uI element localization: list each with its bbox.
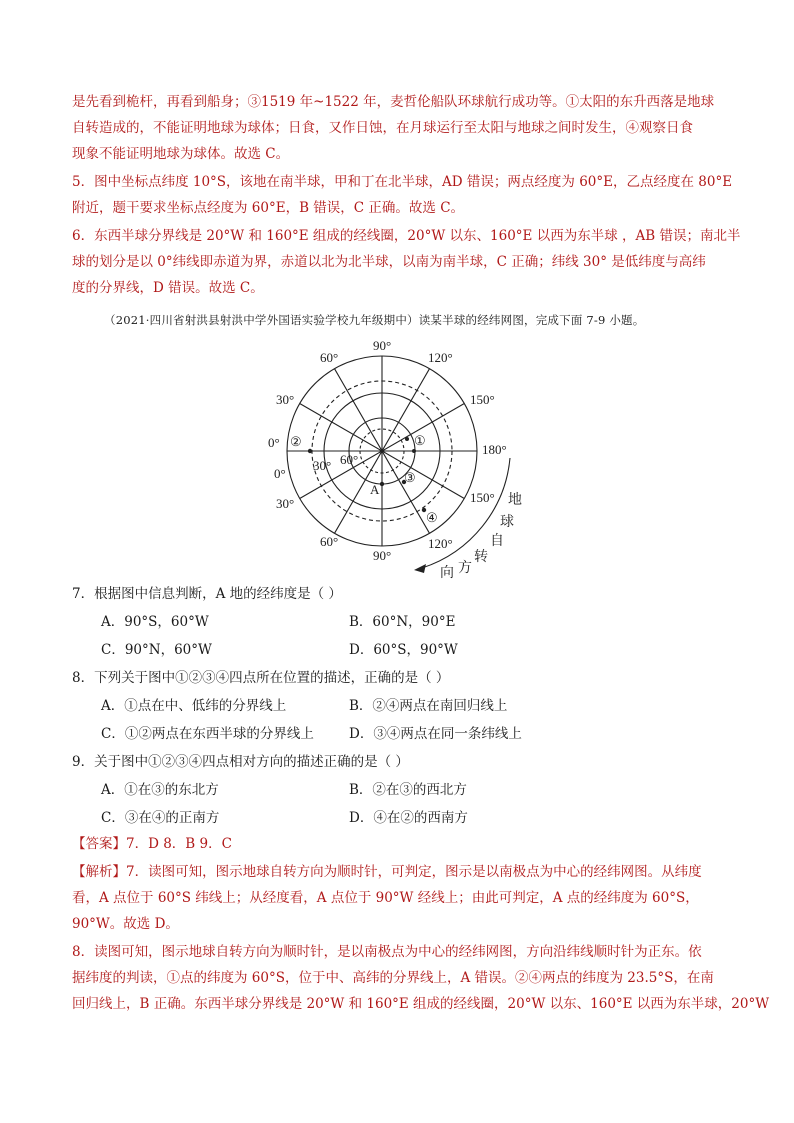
point-a-dot xyxy=(380,482,384,486)
q7-option-b[interactable]: B．60°N，90°E xyxy=(349,614,456,630)
explanation-line-5: 附近，题干要求坐标点经度为 60°E，B 错误，C 正确。故选 C。 xyxy=(72,200,465,216)
q9-option-b[interactable]: B．②在③的西北方 xyxy=(349,782,467,798)
point-2-dot xyxy=(308,449,312,453)
q9-option-d[interactable]: D．④在②的西南方 xyxy=(349,810,468,826)
rotation-arrowhead xyxy=(414,564,426,573)
q9-option-a[interactable]: A．①在③的东北方 xyxy=(101,782,219,798)
q7-option-c[interactable]: C．90°N，60°W xyxy=(101,642,212,658)
analysis-line-3: 90°W。故选 D。 xyxy=(72,916,179,932)
analysis-line-5: 据纬度的判读，①点的纬度为 60°S，位于中、高纬的分界线上，A 错误。②④两点的纬度为 23.5°S，在南 xyxy=(72,970,714,986)
graticule-figure xyxy=(264,332,536,582)
label-150-lower-right: 150° xyxy=(470,490,495,505)
rotation-char-3: 自 xyxy=(490,534,504,549)
analysis-text-1: 7．读图可知，图示地球自转方向为顺时针，可判定，图示是以南极点为中心的经纬网图。从纬度 xyxy=(126,864,702,880)
label-30-left: 30° xyxy=(276,392,295,407)
label-30-inner: 30° xyxy=(313,458,332,473)
point-b-dot xyxy=(412,449,416,453)
q7-option-a[interactable]: A．90°S，60°W xyxy=(101,614,209,630)
analysis-tag: 【解析】 xyxy=(72,864,126,880)
q9-option-c[interactable]: C．③在④的正南方 xyxy=(101,810,220,826)
label-120-bottom: 120° xyxy=(428,536,453,551)
label-30-lower-left: 30° xyxy=(276,496,295,511)
explanation-line-2: 自转造成的，不能证明地球为球体；日食，又作日蚀，在月球运行至太阳与地球之间时发生，④观察日食 xyxy=(72,120,693,136)
rotation-char-2: 球 xyxy=(500,515,514,530)
q8-option-b[interactable]: B．②④两点在南回归线上 xyxy=(349,698,508,714)
q8-stem: 8．下列关于图中①②③④四点所在位置的描述，正确的是（ ） xyxy=(72,670,450,686)
label-60-top: 60° xyxy=(320,350,339,365)
rotation-char-1: 地 xyxy=(508,493,522,508)
analysis-line-2: 看，A 点位于 60°S 纬线上；从经度看，A 点位于 90°W 经线上；由此可判定，A 点的经纬度为 60°S， xyxy=(72,890,699,906)
q8-option-c[interactable]: C．①②两点在东西半球的分界线上 xyxy=(101,726,314,742)
answer-text: 7．D 8．B 9．C xyxy=(126,836,232,852)
q7-option-d[interactable]: D．60°S，90°W xyxy=(349,642,458,658)
analysis-line-1 xyxy=(72,862,702,882)
label-90-bottom: 90° xyxy=(373,548,392,563)
label-60-bottom: 60° xyxy=(320,534,339,549)
q8-option-d[interactable]: D．③④两点在同一条纬线上 xyxy=(349,726,522,742)
label-60-inner: 60° xyxy=(340,452,359,467)
label-point-4: ④ xyxy=(426,510,438,525)
explanation-line-8: 度的分界线，D 错误。故选 C。 xyxy=(72,280,264,296)
rotation-char-4: 转 xyxy=(474,550,488,565)
label-0-lower: 0° xyxy=(274,466,286,481)
question-source: （2021·四川省射洪县射洪中学外国语实验学校九年级期中）读某半球的经纬网图，完成下面 7-9 小题。 xyxy=(104,313,645,327)
answer-line xyxy=(72,834,232,854)
answer-tag: 【答案】 xyxy=(72,836,126,852)
rotation-char-6: 向 xyxy=(440,566,454,581)
analysis-line-4: 8．读图可知，图示地球自转方向为顺时针，是以南极点为中心的经纬网图，方向沿纬线顺时针为正东。依 xyxy=(72,944,702,960)
label-point-2: ② xyxy=(290,434,302,449)
label-180: 180° xyxy=(482,442,507,457)
label-0-upper: 0° xyxy=(268,435,280,450)
label-point-1: ① xyxy=(414,433,426,448)
label-point-3: ③ xyxy=(404,470,416,485)
point-1-dot xyxy=(405,437,409,441)
analysis-line-6: 回归线上，B 正确。东西半球分界线是 20°W 和 160°E 组成的经线圈，20°W 以东、160°E 以西为东半球，20°W xyxy=(72,996,770,1012)
label-120-top: 120° xyxy=(428,350,453,365)
rotation-char-5: 方 xyxy=(458,561,472,576)
label-90-top: 90° xyxy=(373,338,392,353)
label-point-a: A xyxy=(370,482,380,497)
explanation-line-4: 5．图中坐标点纬度 10°S，该地在南半球，甲和丁在北半球，AD 错误；两点经度为 60°E，乙点经度在 80°E xyxy=(72,174,733,190)
explanation-line-1: 是先看到桅杆，再看到船身；③1519 年~1522 年，麦哲伦船队环球航行成功等。①太阳的东升西落是地球 xyxy=(72,94,715,110)
q8-option-a[interactable]: A．①点在中、低纬的分界线上 xyxy=(101,698,287,714)
explanation-line-3: 现象不能证明地球为球体。故选 C。 xyxy=(72,146,290,162)
explanation-line-7: 球的划分是以 0°纬线即赤道为界，赤道以北为北半球，以南为南半球，C 正确；纬线 30° 是低纬度与高纬 xyxy=(72,254,706,270)
q7-stem: 7．根据图中信息判断，A 地的经纬度是（ ） xyxy=(72,586,342,602)
q9-stem: 9．关于图中①②③④四点相对方向的描述正确的是（ ） xyxy=(72,754,409,770)
label-150-right: 150° xyxy=(470,392,495,407)
explanation-line-6: 6．东西半球分界线是 20°W 和 160°E 组成的经线圈，20°W 以东、160°E 以西为东半球 ，AB 错误；南北半 xyxy=(72,228,741,244)
